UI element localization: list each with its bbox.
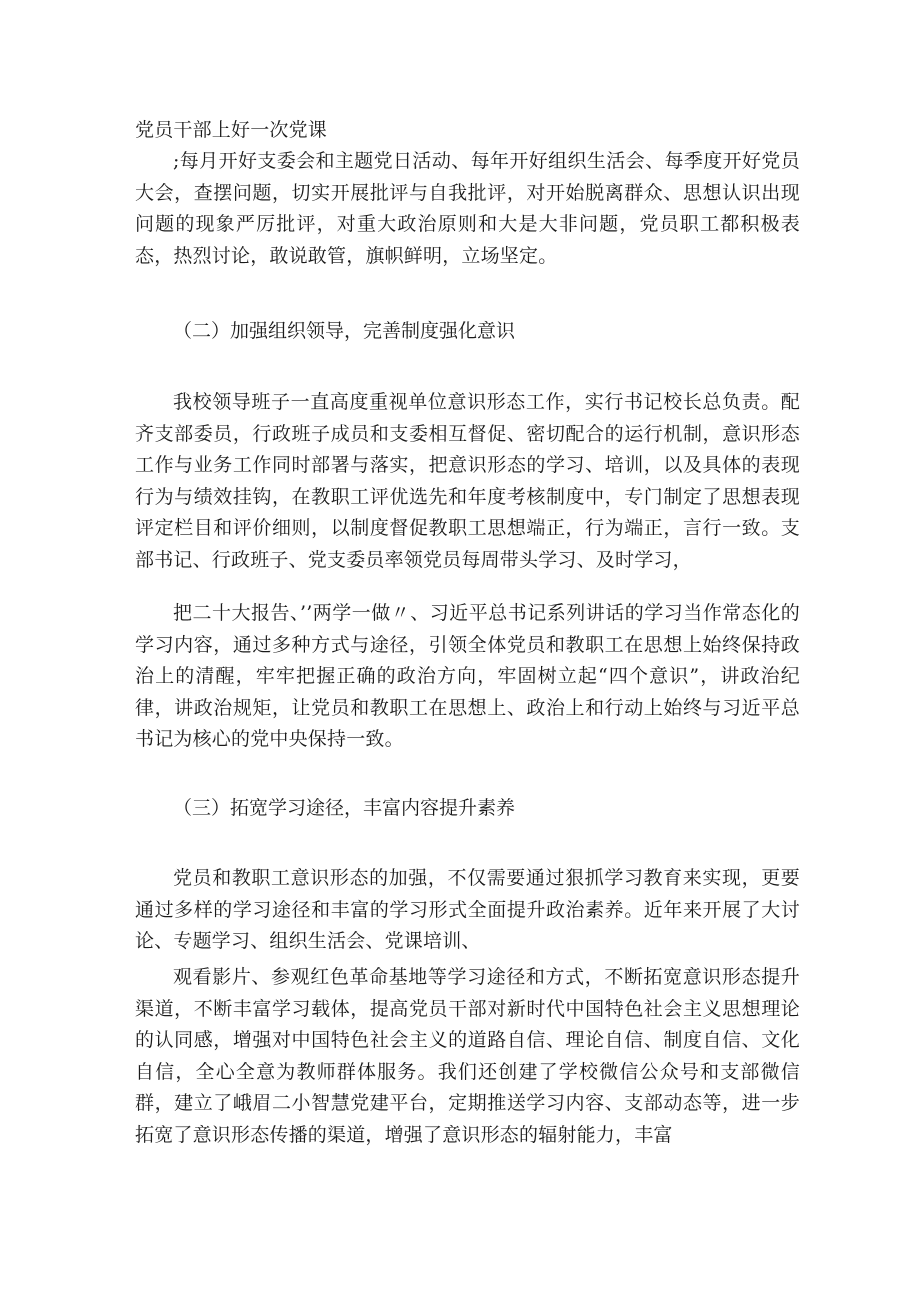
- section-heading-2: （二）加强组织领导，完善制度强化意识: [173, 320, 516, 342]
- paragraph-study-content: 把二十大报告、’’两学一做〃、习近平总书记系列讲话的学习当作常态化的学习内容，通过多种方式与途径，引领全体党员和教职工在思想上始终保持政治上的清醒，牢牢把握正确的政治方向，牢固树立起“四个意识”，讲政治纪律，讲政治规矩，让党员和教职工在思想上、政治上和行动上始终与习近平总书记为核心的党中央保持一致。: [135, 602, 800, 750]
- section-heading-3: （三）拓宽学习途径，丰富内容提升素养: [173, 797, 516, 819]
- paragraph-study-methods: 党员和教职工意识形态的加强，不仅需要通过狠抓学习教育来实现，更要通过多样的学习途径和丰富的学习形式全面提升政治素养。近年来开展了大讨论、专题学习、组织生活会、党课培训、: [135, 867, 800, 952]
- paragraph-party-lesson: 党员干部上好一次党课: [135, 119, 328, 141]
- paragraph-monthly-meetings: ;每月开好支委会和主题党日活动、每年开好组织生活会、每季度开好党员大会，查摆问题，切实开展批评与自我批评，对开始脱离群众、思想认识出现问题的现象严厉批评，对重大政治原则和大是大非问题，党员职工都积极表态，热烈讨论，敢说敢管，旗帜鲜明，立场坚定。: [135, 150, 800, 267]
- paragraph-leadership: 我校领导班子一直高度重视单位意识形态工作，实行书记校长总负责。配齐支部委员，行政班子成员和支委相互督促、密切配合的运行机制，意识形态工作与业务工作同时部署与落实，把意识形态的学习、培训，以及具体的表现行为与绩效挂钩，在教职工评优选先和年度考核制度中，专门制定了思想表现评定栏目和评价细则，以制度督促教职工思想端正，行为端正，言行一致。支部书记、行政班子、党支委员率领党员每周带头学习、及时学习，: [135, 391, 800, 571]
- paragraph-study-channels: 观看影片、参观红色革命基地等学习途径和方式，不断拓宽意识形态提升渠道，不断丰富学习载体，提高党员干部对新时代中国特色社会主义思想理论的认同感，增强对中国特色社会主义的道路自信、理论自信、制度自信、文化自信，全心全意为教师群体服务。我们还创建了学校微信公众号和支部微信群，建立了峨眉二小智慧党建平台，定期推送学习内容、支部动态等，进一步拓宽了意识形态传播的渠道，增强了意识形态的辐射能力，丰富: [135, 966, 800, 1146]
